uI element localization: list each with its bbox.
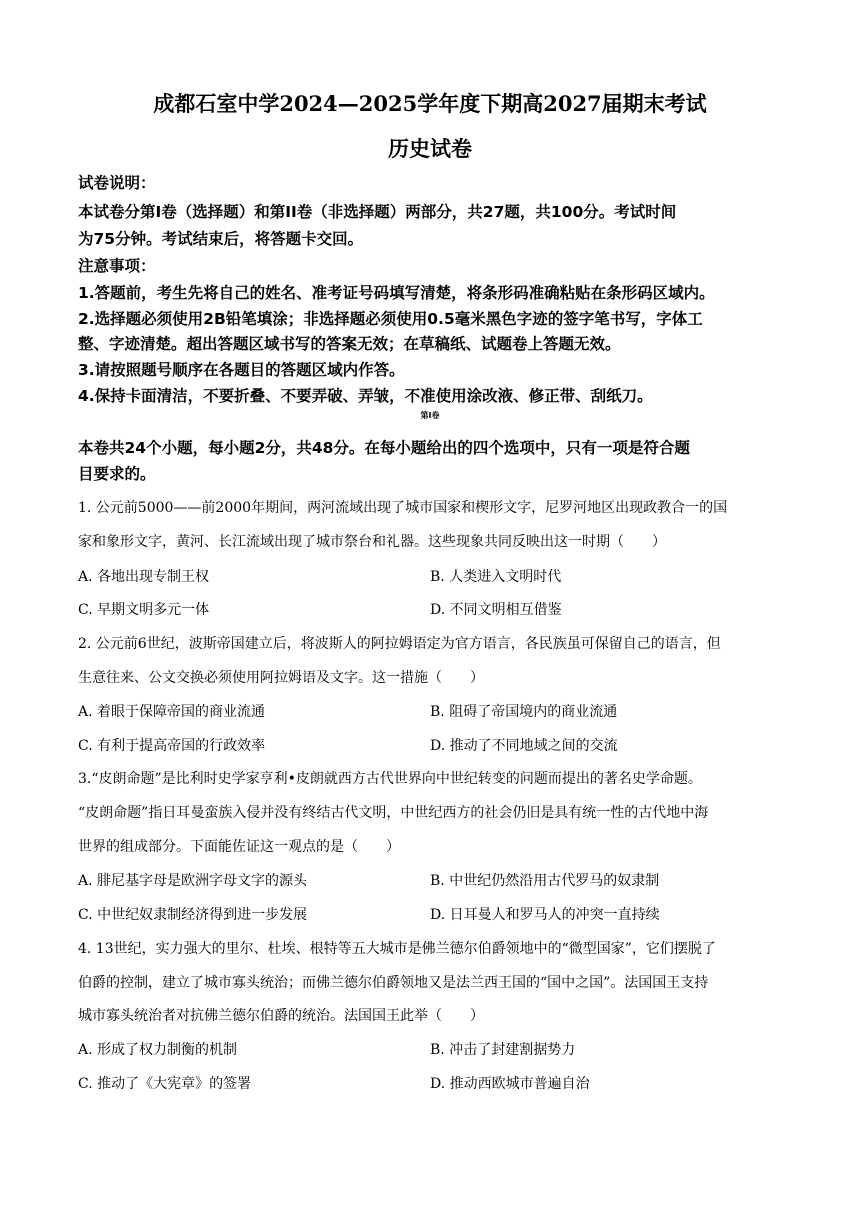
question-1-option-c: C. 早期文明多元一体 [78,602,210,618]
question-3-line: “皮朗命题”指日耳曼蛮族入侵并没有终结古代文明，中世纪西方的社会仍旧是具有统一性的古代地中海 [78,805,709,821]
notes-line: 4.保持卡面清洁，不要折叠、不要弄破、弄皱，不准使用涂改液、修正带、刮纸刀。 [78,387,653,405]
question-1-option-a: A. 各地出现专制王权 [78,569,210,585]
question-4-line: 4. 13世纪，实力强大的里尔、杜埃、根特等五大城市是佛兰德尔伯爵领地中的“微型国家”，它们摆脱了 [78,941,716,957]
question-1-line: 1. 公元前5000——前2000年期间，两河流域出现了城市国家和楔形文字，尼罗河地区出现政教合一的国 [78,500,728,516]
question-4-line: 伯爵的控制，建立了城市寡头统治；而佛兰德尔伯爵领地又是法兰西王国的“国中之国”。法国国王支持 [78,975,709,991]
question-2-option-a: A. 着眼于保障帝国的商业流通 [78,704,266,720]
exam-subtitle: 历史试卷 [388,136,472,161]
question-4-option-b: B. 冲击了封建割据势力 [430,1042,576,1058]
instructions-line: 本试卷分第Ⅰ卷（选择题）和第II卷（非选择题）两部分，共27题，共100分。考试时间 [78,203,677,221]
question-4-line: 城市寡头统治者对抗佛兰德尔伯爵的统治。法国国王此举（ ） [78,1008,484,1024]
question-2-option-b: B. 阻碍了帝国境内的商业流通 [430,704,618,720]
instructions-heading: 试卷说明： [78,174,156,192]
question-2-line: 2. 公元前6世纪，波斯帝国建立后，将波斯人的阿拉姆语定为官方语言，各民族虽可保留自己的语言，但 [78,636,721,652]
notes-line: 整、字迹清楚。超出答题区域书写的答案无效；在草稿纸、试题卷上答题无效。 [78,335,621,353]
question-4-option-d: D. 推动西欧城市普遍自治 [430,1076,590,1092]
instructions-line: 为75分钟。考试结束后，将答题卡交回。 [78,230,364,248]
notes-line: 3.请按照题号顺序在各题目的答题区域内作答。 [78,361,405,379]
notes-line: 1.答题前，考生先将自己的姓名、准考证号码填写清楚，将条形码准确粘贴在条形码区域内。 [78,284,715,302]
question-3-option-d: D. 日耳曼人和罗马人的冲突一直持续 [430,907,660,923]
section-intro-line: 目要求的。 [78,465,156,483]
question-2-line: 生意往来、公文交换必须使用阿拉姆语及文字。这一措施（ ） [78,670,484,686]
question-2-option-c: C. 有利于提高帝国的行政效率 [78,738,266,754]
question-3-line: 世界的组成部分。下面能佐证这一观点的是（ ） [78,839,400,855]
exam-title: 成都石室中学2024—2025学年度下期高2027届期末考试 [153,91,707,116]
section-heading: 第Ⅰ卷 [420,411,440,420]
question-4-option-c: C. 推动了《大宪章》的签署 [78,1076,252,1092]
question-3-option-a: A. 腓尼基字母是欧洲字母文字的源头 [78,873,308,889]
question-3-option-c: C. 中世纪奴隶制经济得到进一步发展 [78,907,308,923]
question-1-option-d: D. 不同文明相互借鉴 [430,602,562,618]
question-4-option-a: A. 形成了权力制衡的机制 [78,1042,238,1058]
question-1-line: 家和象形文字，黄河、长江流域出现了城市祭台和礼器。这些现象共同反映出这一时期（ ） [78,534,666,550]
notes-heading: 注意事项： [78,257,156,275]
question-3-line: 3.“皮朗命题”是比利时史学家亨利•皮朗就西方古代世界向中世纪转变的问题而提出的著名史学命题。 [78,771,702,787]
section-intro-line: 本卷共24个小题，每小题2分，共48分。在每小题给出的四个选项中，只有一项是符合题 [78,439,690,457]
question-2-option-d: D. 推动了不同地域之间的交流 [430,738,618,754]
notes-line: 2.选择题必须使用2B铅笔填涂；非选择题必须使用0.5毫米黑色字迹的签字笔书写，字体工 [78,310,703,328]
question-3-option-b: B. 中世纪仍然沿用古代罗马的奴隶制 [430,873,660,889]
question-1-option-b: B. 人类进入文明时代 [430,569,562,585]
